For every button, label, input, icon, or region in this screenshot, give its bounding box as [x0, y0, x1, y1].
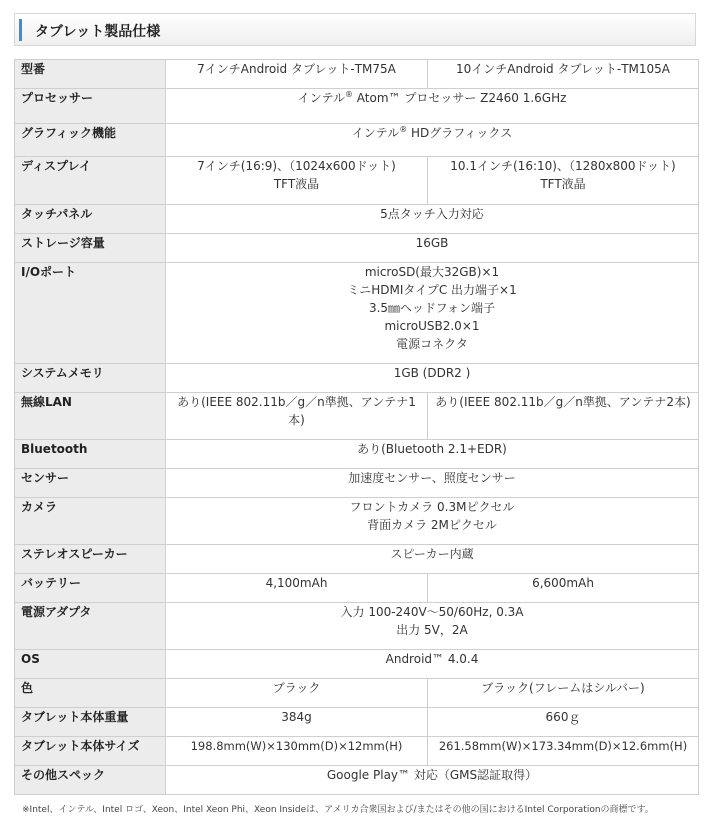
row-label: 型番 [15, 60, 166, 89]
battery-b: 6,600mAh [428, 574, 699, 603]
row-label: ステレオスピーカー [15, 545, 166, 574]
spec-table [14, 59, 699, 795]
table-row [15, 737, 699, 766]
row-label: I/Oポート [15, 263, 166, 364]
table-row [15, 469, 699, 498]
row-label: プロセッサー [15, 89, 166, 124]
row-label: センサー [15, 469, 166, 498]
table-row [15, 234, 699, 263]
graphics-value: インテル® HDグラフィックス [166, 124, 699, 157]
color-b: ブラック(フレームはシルバー) [428, 679, 699, 708]
io-value: microSD(最大32GB)×1 ミニHDMIタイプC 出力端子×1 3.5㎜ヘッドフォン端子 microUSB2.0×1 電源コネクタ [166, 263, 699, 364]
row-label: ディスプレイ [15, 157, 166, 205]
wlan-b: あり(IEEE 802.11b／g／n準拠、アンテナ2本) [428, 393, 699, 440]
bluetooth-value: あり(Bluetooth 2.1+EDR) [166, 440, 699, 469]
table-row [15, 440, 699, 469]
other-value: Google Play™ 対応（GMS認証取得） [166, 766, 699, 795]
accent-bar [19, 19, 22, 41]
size-a: 198.8mm(W)×130mm(D)×12mm(H) [166, 737, 428, 766]
table-row [15, 60, 699, 89]
size-b: 261.58mm(W)×173.34mm(D)×12.6mm(H) [428, 737, 699, 766]
table-row [15, 157, 699, 205]
model-b: 10インチAndroid タブレット-TM105A [428, 60, 699, 89]
footnote: ※Intel、インテル、Intel ロゴ、Xeon、Intel Xeon Phi、Xeon Insideは、アメリカ合衆国および/またはその他の国におけるIntel Corporationの商標です。 [22, 805, 654, 815]
display-b: 10.1インチ(16:10)、（1280x800ドット) TFT液晶 [428, 157, 699, 205]
os-value: Android™ 4.0.4 [166, 650, 699, 679]
section-title: タブレット製品仕様 [35, 24, 161, 40]
table-row [15, 263, 699, 364]
weight-a: 384g [166, 708, 428, 737]
row-label: OS [15, 650, 166, 679]
table-row [15, 574, 699, 603]
row-label: グラフィック機能 [15, 124, 166, 157]
row-label: タブレット本体サイズ [15, 737, 166, 766]
table-row [15, 89, 699, 124]
model-a: 7インチAndroid タブレット-TM75A [166, 60, 428, 89]
sensor-value: 加速度センサー、照度センサー [166, 469, 699, 498]
table-row [15, 545, 699, 574]
row-label: その他スペック [15, 766, 166, 795]
row-label: システムメモリ [15, 364, 166, 393]
display-a: 7インチ(16:9)、（1024x600ドット) TFT液晶 [166, 157, 428, 205]
processor-value: インテル® Atom™ プロセッサー Z2460 1.6GHz [166, 89, 699, 124]
row-label: タッチパネル [15, 205, 166, 234]
memory-value: 1GB (DDR2 ) [166, 364, 699, 393]
row-label: カメラ [15, 498, 166, 545]
table-row [15, 766, 699, 795]
table-row [15, 650, 699, 679]
section-header [14, 13, 696, 46]
row-label: Bluetooth [15, 440, 166, 469]
table-row [15, 364, 699, 393]
camera-value: フロントカメラ 0.3Mピクセル 背面カメラ 2Mピクセル [166, 498, 699, 545]
storage-value: 16GB [166, 234, 699, 263]
row-label: バッテリー [15, 574, 166, 603]
color-a: ブラック [166, 679, 428, 708]
weight-b: 660ｇ [428, 708, 699, 737]
row-label: ストレージ容量 [15, 234, 166, 263]
table-row [15, 205, 699, 234]
adapter-value: 入力 100-240V～50/60Hz, 0.3A 出力 5V，2A [166, 603, 699, 650]
row-label: タブレット本体重量 [15, 708, 166, 737]
table-row [15, 679, 699, 708]
speaker-value: スピーカー内蔵 [166, 545, 699, 574]
row-label: 無線LAN [15, 393, 166, 440]
row-label: 色 [15, 679, 166, 708]
table-row [15, 708, 699, 737]
table-row [15, 603, 699, 650]
table-row [15, 393, 699, 440]
touch-value: 5点タッチ入力対応 [166, 205, 699, 234]
wlan-a: あり(IEEE 802.11b／g／n準拠、アンテナ1 本) [166, 393, 428, 440]
battery-a: 4,100mAh [166, 574, 428, 603]
table-row [15, 124, 699, 157]
table-row [15, 498, 699, 545]
row-label: 電源アダプタ [15, 603, 166, 650]
